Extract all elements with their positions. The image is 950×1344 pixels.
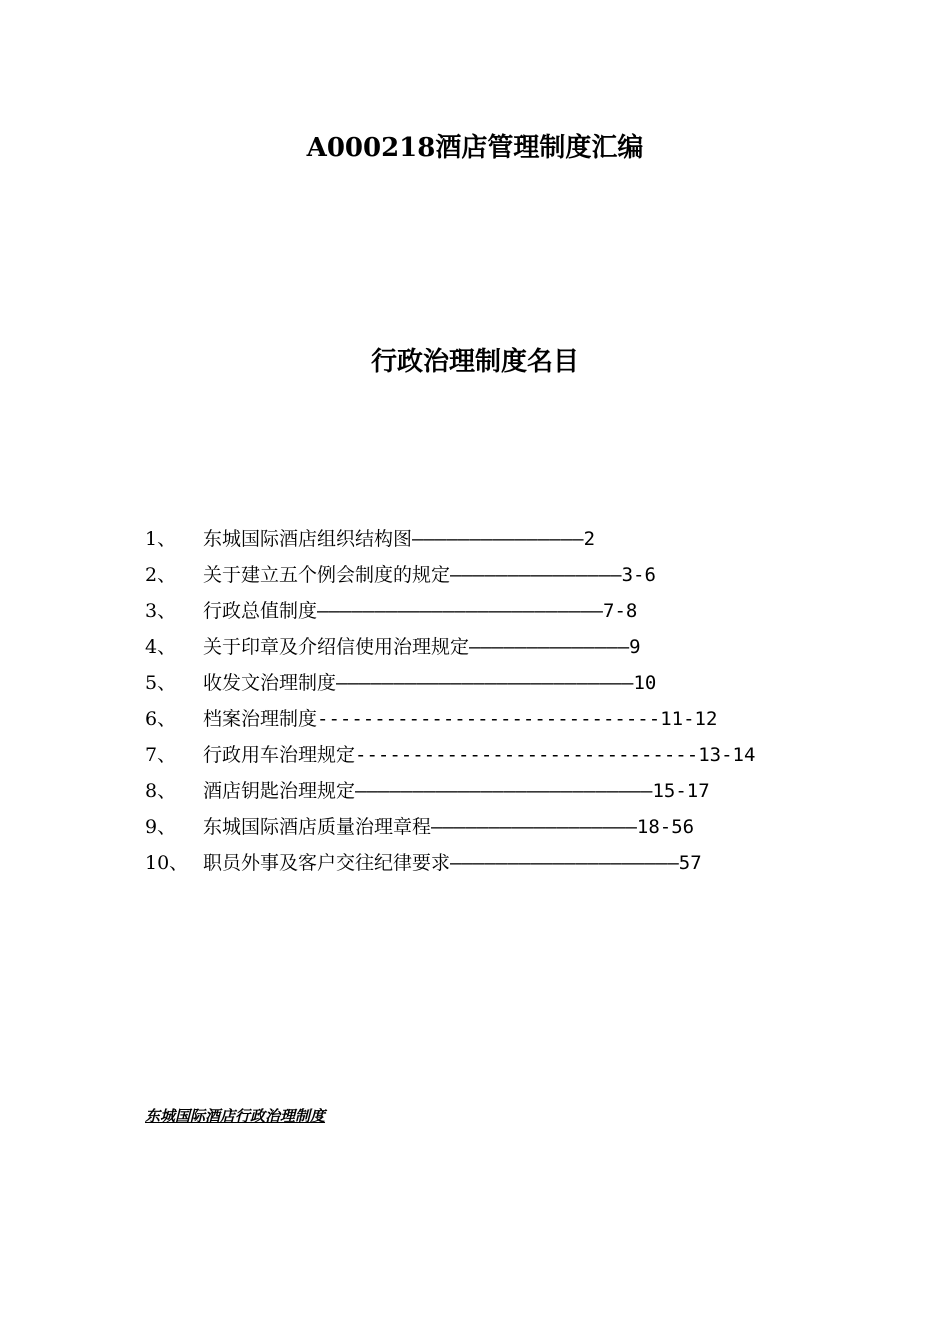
toc-entry [145, 665, 845, 701]
toc-title: 关于印章及介绍信使用治理规定 [203, 636, 470, 658]
toc-number: 7、 [145, 744, 177, 766]
toc-title: 职员外事及客户交往纪律要求 [203, 852, 451, 874]
toc-title: 关于建立五个例会制度的规定 [203, 564, 451, 586]
toc-entry [145, 737, 845, 773]
toc-entry [145, 809, 845, 845]
toc-title: 酒店钥匙治理规定 [203, 780, 356, 802]
toc-page-number: 3-6 [621, 564, 656, 586]
toc-entry [145, 557, 845, 593]
toc-number: 1、 [145, 528, 177, 550]
toc-leader: ------------------------------ [317, 708, 661, 730]
section-title: 行政治理制度名目 [370, 347, 579, 377]
toc-page-number: 18-56 [636, 816, 695, 838]
toc-number: 5、 [145, 672, 177, 694]
document-title: A000218酒店管理制度汇编 [306, 133, 644, 163]
toc-leader: ———————————————————— [450, 852, 679, 874]
toc-page-number: 2 [583, 528, 596, 550]
toc-page-number: 9 [629, 636, 641, 658]
toc-leader: ------------------------------ [355, 744, 699, 766]
toc-number: 9、 [145, 816, 177, 838]
toc-leader: ——————————————— [450, 564, 622, 586]
toc-page-number: 10 [633, 672, 657, 694]
toc-title: 东城国际酒店组织结构图 [203, 528, 413, 550]
toc-title: 收发文治理制度 [203, 672, 337, 694]
toc-page-number: 13-14 [698, 744, 756, 766]
footer-heading: 东城国际酒店行政治理制度 [145, 1107, 326, 1125]
toc-title: 东城国际酒店质量治理章程 [203, 816, 432, 838]
toc-page-number: 15-17 [652, 780, 710, 802]
toc-entry [145, 593, 845, 629]
toc-number: 8、 [145, 780, 177, 802]
toc-leader: —————————————— [469, 636, 630, 658]
toc-entry [145, 701, 845, 737]
toc-title: 档案治理制度 [203, 708, 318, 730]
toc-page-number: 7-8 [603, 600, 638, 622]
toc-page-number: 57 [678, 852, 702, 874]
toc-number: 10、 [145, 852, 189, 874]
table-of-contents [145, 521, 845, 881]
toc-page-number: 11-12 [660, 708, 718, 730]
toc-title: 行政用车治理规定 [203, 744, 356, 766]
toc-leader: —————————————————————————— [355, 780, 653, 802]
toc-number: 3、 [145, 600, 177, 622]
toc-leader: ————————————————————————— [317, 600, 603, 622]
toc-number: 6、 [145, 708, 177, 730]
toc-title: 行政总值制度 [203, 600, 318, 622]
toc-entry [145, 845, 845, 881]
toc-leader: —————————————————————————— [336, 672, 634, 694]
toc-entry [145, 521, 845, 557]
toc-entry [145, 629, 845, 665]
toc-leader: ——————————————— [412, 528, 584, 550]
toc-leader: —————————————————— [431, 816, 637, 838]
toc-number: 2、 [145, 564, 177, 586]
toc-entry [145, 773, 845, 809]
toc-number: 4、 [145, 636, 177, 658]
